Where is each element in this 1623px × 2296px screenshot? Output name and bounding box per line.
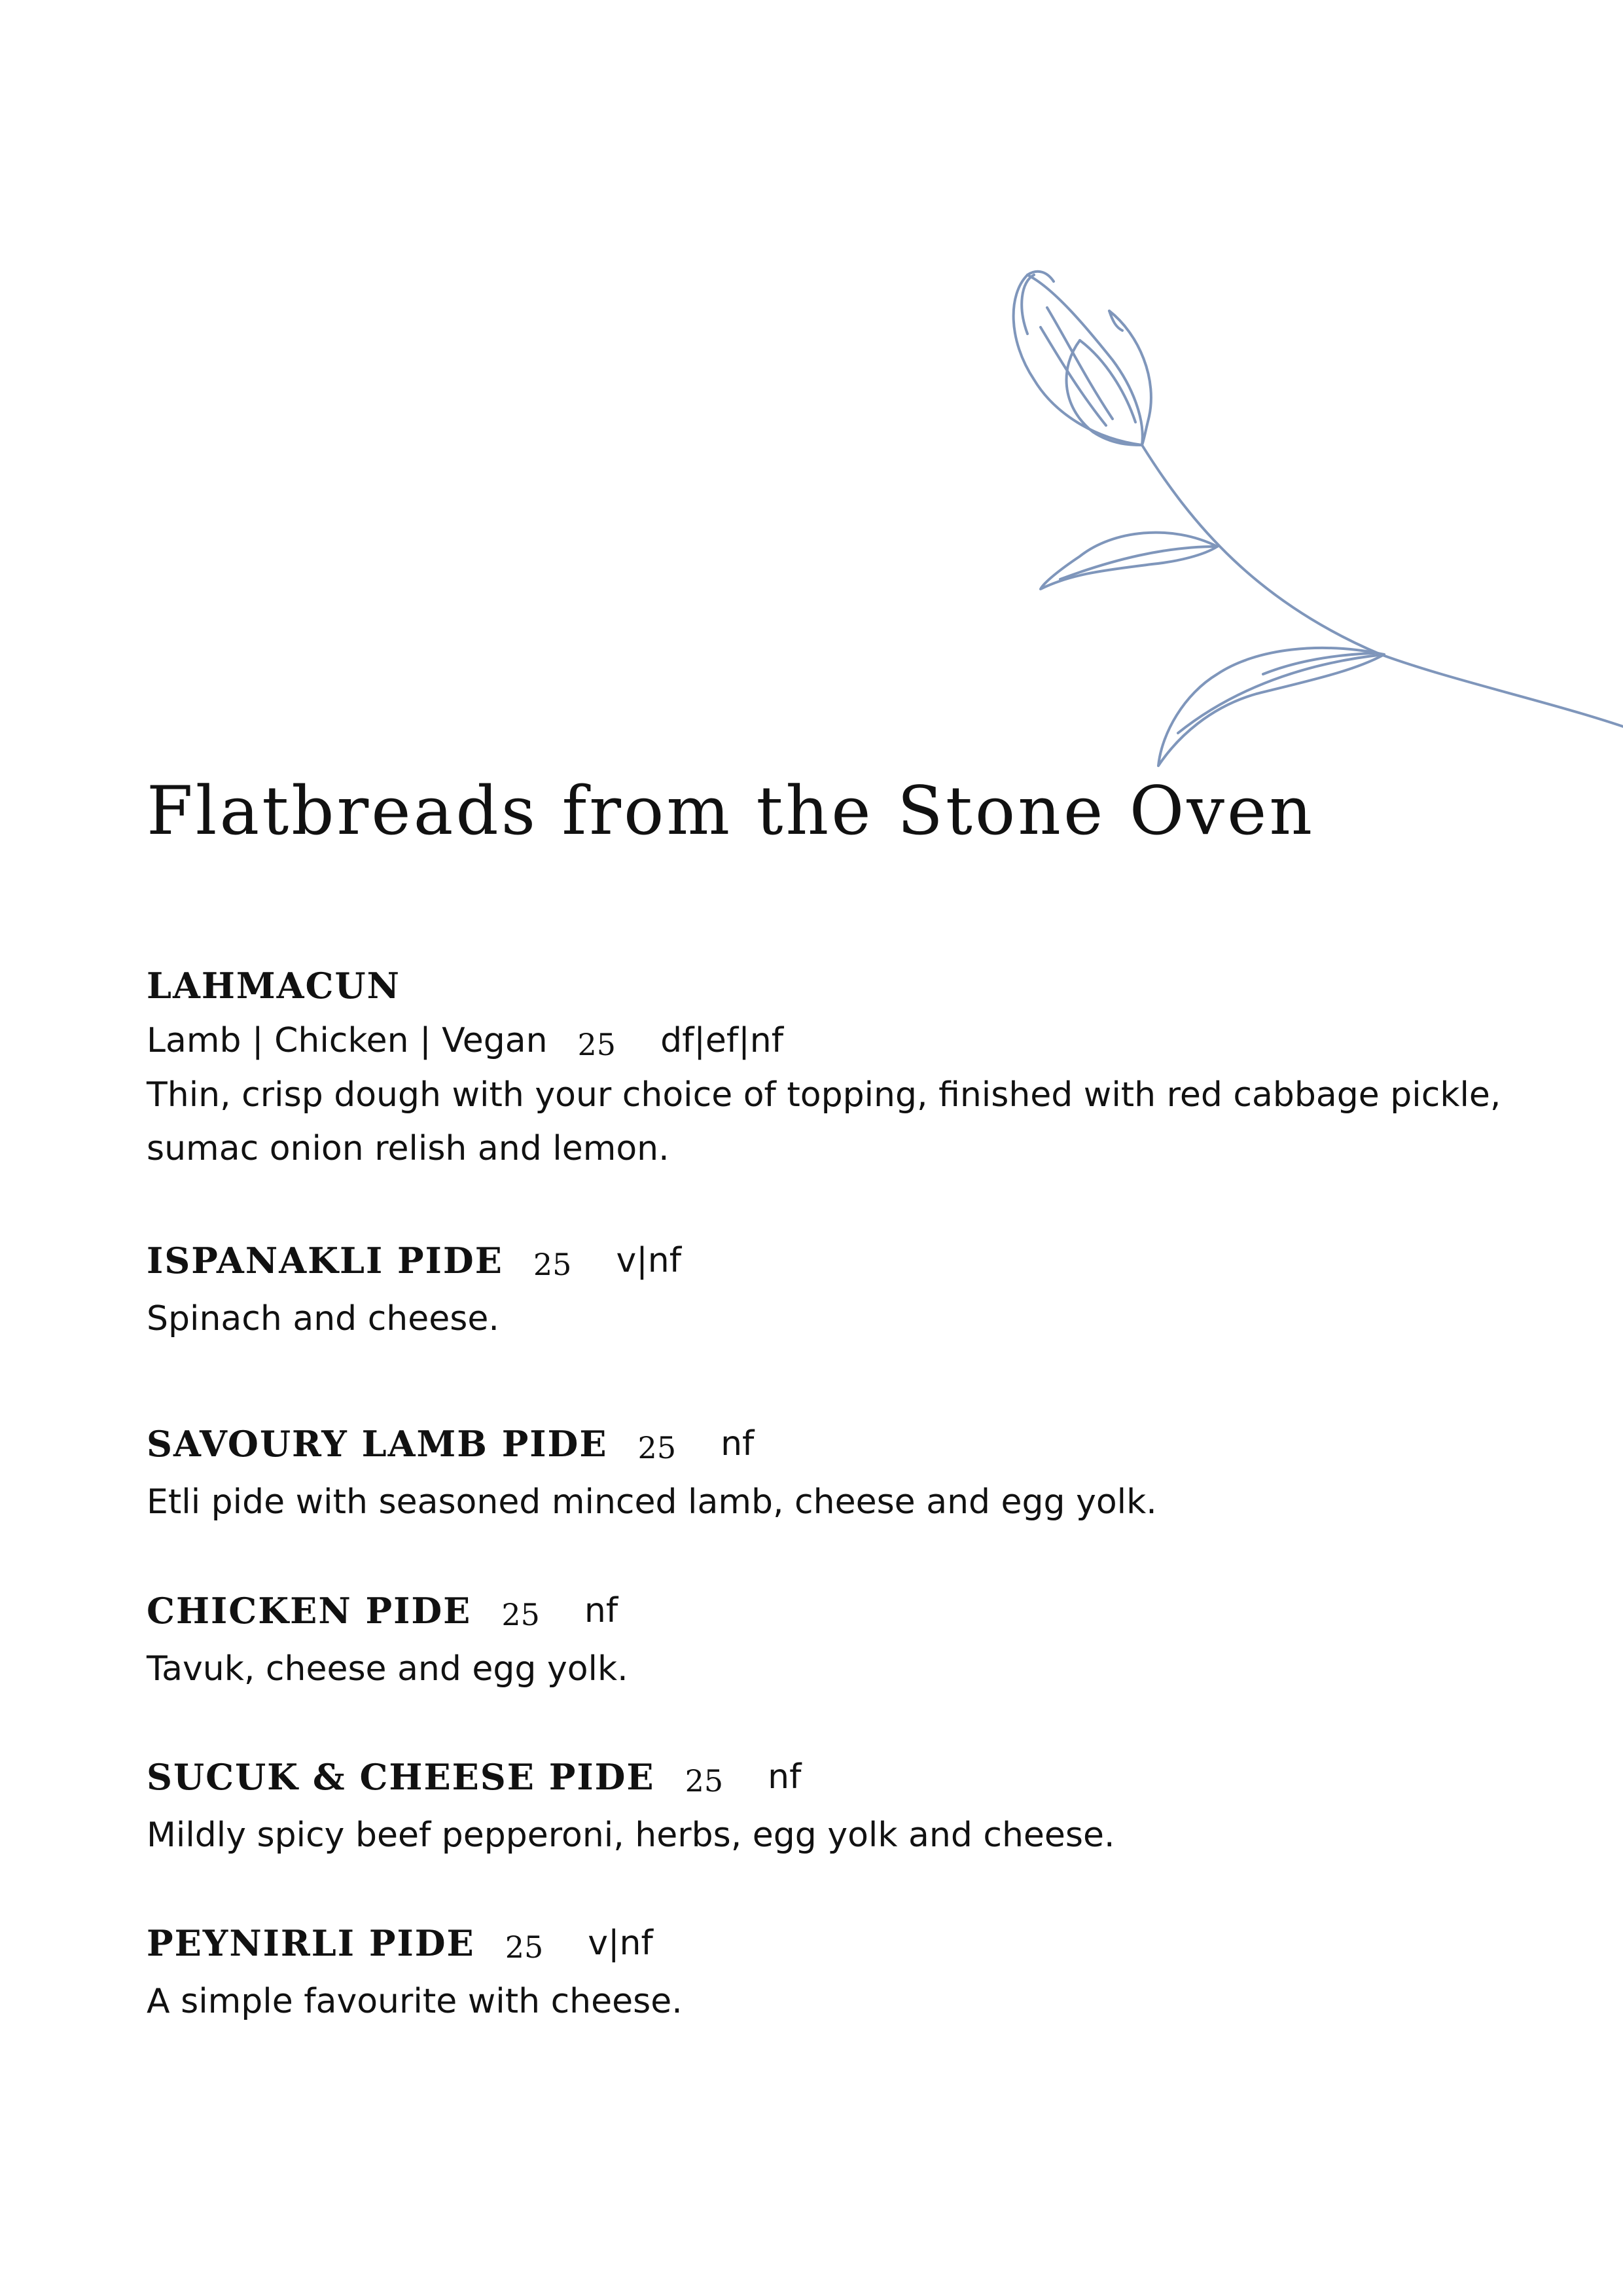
item-name: SAVOURY LAMB PIDE <box>147 1423 608 1465</box>
item-description: A simple favourite with cheese. <box>147 1982 683 2021</box>
item-diet-tags: v|nf <box>588 1924 653 1963</box>
item-description: Spinach and cheese. <box>147 1299 499 1338</box>
item-name: CHICKEN PIDE <box>147 1590 472 1632</box>
item-price: 25 <box>501 1597 540 1632</box>
menu-item-savoury-lamb-pide <box>147 1422 1547 1529</box>
item-header <box>147 963 1547 1008</box>
item-description <box>147 1068 1547 1175</box>
item-description: Tavuk, cheese and egg yolk. <box>147 1649 628 1689</box>
item-price: 25 <box>637 1430 677 1465</box>
item-price: 25 <box>685 1763 724 1799</box>
item-name: SUCUK & CHEESE PIDE <box>147 1756 655 1798</box>
item-diet-tags: df|ef|nf <box>660 1021 783 1060</box>
item-diet-tags: v|nf <box>616 1241 682 1280</box>
item-options-row <box>147 1018 1547 1063</box>
item-name: LAHMACUN <box>147 965 401 1007</box>
menu-item-peynirli-pide <box>147 1921 1547 2028</box>
item-header <box>147 1588 1547 1633</box>
menu-item-chicken-pide <box>147 1588 1547 1696</box>
item-description: Etli pide with seasoned minced lamb, cheese and egg yolk. <box>147 1482 1157 1522</box>
item-options: Lamb | Chicken | Vegan <box>147 1021 548 1060</box>
item-price: 25 <box>577 1027 616 1062</box>
menu-item-lahmacun <box>147 963 1547 1175</box>
menu-item-sucuk-cheese-pide <box>147 1755 1547 1862</box>
page-title: Flatbreads from the Stone Oven <box>147 772 1315 850</box>
item-diet-tags: nf <box>584 1591 618 1630</box>
item-description: Mildly spicy beef pepperoni, herbs, egg yolk and cheese. <box>147 1816 1115 1855</box>
item-description-line: sumac onion relish and lemon. <box>147 1129 669 1168</box>
item-header <box>147 1921 1547 1965</box>
item-name: ISPANAKLI PIDE <box>147 1240 503 1282</box>
item-name: PEYNIRLI PIDE <box>147 1922 475 1964</box>
flower-bud-icon <box>982 249 1623 798</box>
item-header <box>147 1422 1547 1466</box>
item-price: 25 <box>533 1247 572 1282</box>
menu-item-ispanakli-pide <box>147 1238 1547 1346</box>
item-price: 25 <box>505 1929 544 1965</box>
item-diet-tags: nf <box>721 1424 755 1463</box>
item-description-line: Thin, crisp dough with your choice of topping, finished with red cabbage pickle, <box>147 1075 1501 1115</box>
item-header <box>147 1238 1547 1283</box>
item-diet-tags: nf <box>768 1757 802 1797</box>
item-header <box>147 1755 1547 1799</box>
